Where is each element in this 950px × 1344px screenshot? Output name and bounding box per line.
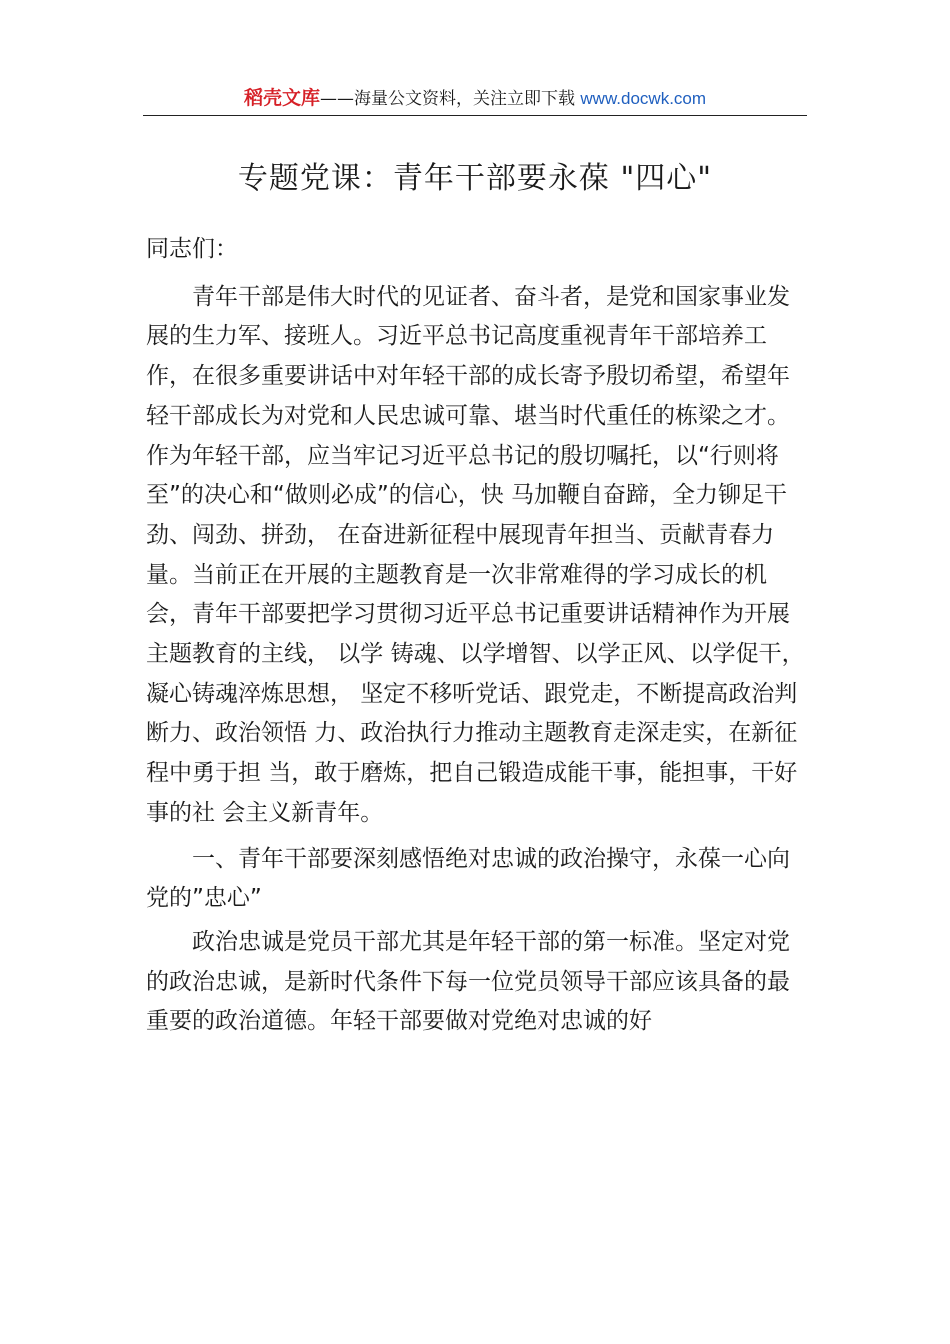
- header-divider: [143, 115, 807, 116]
- paragraph-section-1: 政治忠诚是党员干部尤其是年轻干部的第一标准。坚定对党的政治忠诚，是新时代条件下每一位党员领导干部应该具备的最重要的政治道德。年轻干部要做对党绝对忠诚的好: [146, 928, 790, 1035]
- greeting: 同志们：: [146, 236, 238, 262]
- brand-logo-text: 稻壳文库: [243, 87, 320, 109]
- document-title: 专题党课：青年干部要永葆 "四心": [237, 161, 713, 196]
- document-body: [146, 230, 810, 1042]
- paragraph-intro: 青年干部是伟大时代的见证者、奋斗者，是党和国家事业发展的生力军、接班人。习近平总书记高度重视青年干部培养工作，在很多重要讲话中对年轻干部的成长寄予殷切希望，希望年轻干部成长为对党和人民忠诚可靠、堪当时代重任的栋梁之才。作为年轻干部，应当牢记习近平总书记的殷切嘱托，以“行则将至”的决心和“做则必成”的信心，快 马加鞭自奋蹄，全力铆足干劲、闯劲、拼劲， 在奋进新征程中展现青年担当、贡献青春力量。当前正在开展的主题教育是一次非常难得的学习成长的机会，青年干部要把学习贯彻习近平总书记重要讲话精神作为开展主题教育的主线， 以学 铸魂、以学增智、以学正风、以学促干，凝心铸魂淬炼思想， 坚定不移听党话、跟党走，不断提高政治判断力、政治领悟 力、政治执行力推动主题教育走深走实，在新征程中勇于担 当，敢于磨炼，把自己锻造成能干事，能担事，干好事的社 会主义新青年。: [146, 283, 805, 826]
- header-url-link[interactable]: www.docwk.com: [580, 89, 707, 108]
- page-header: [143, 84, 807, 114]
- section-heading-1: 一、青年干部要深刻感悟绝对忠诚的政治操守，永葆一心向党的”忠心”: [146, 845, 790, 912]
- header-tagline: ——海量公文资料，关注立即下载: [319, 89, 581, 109]
